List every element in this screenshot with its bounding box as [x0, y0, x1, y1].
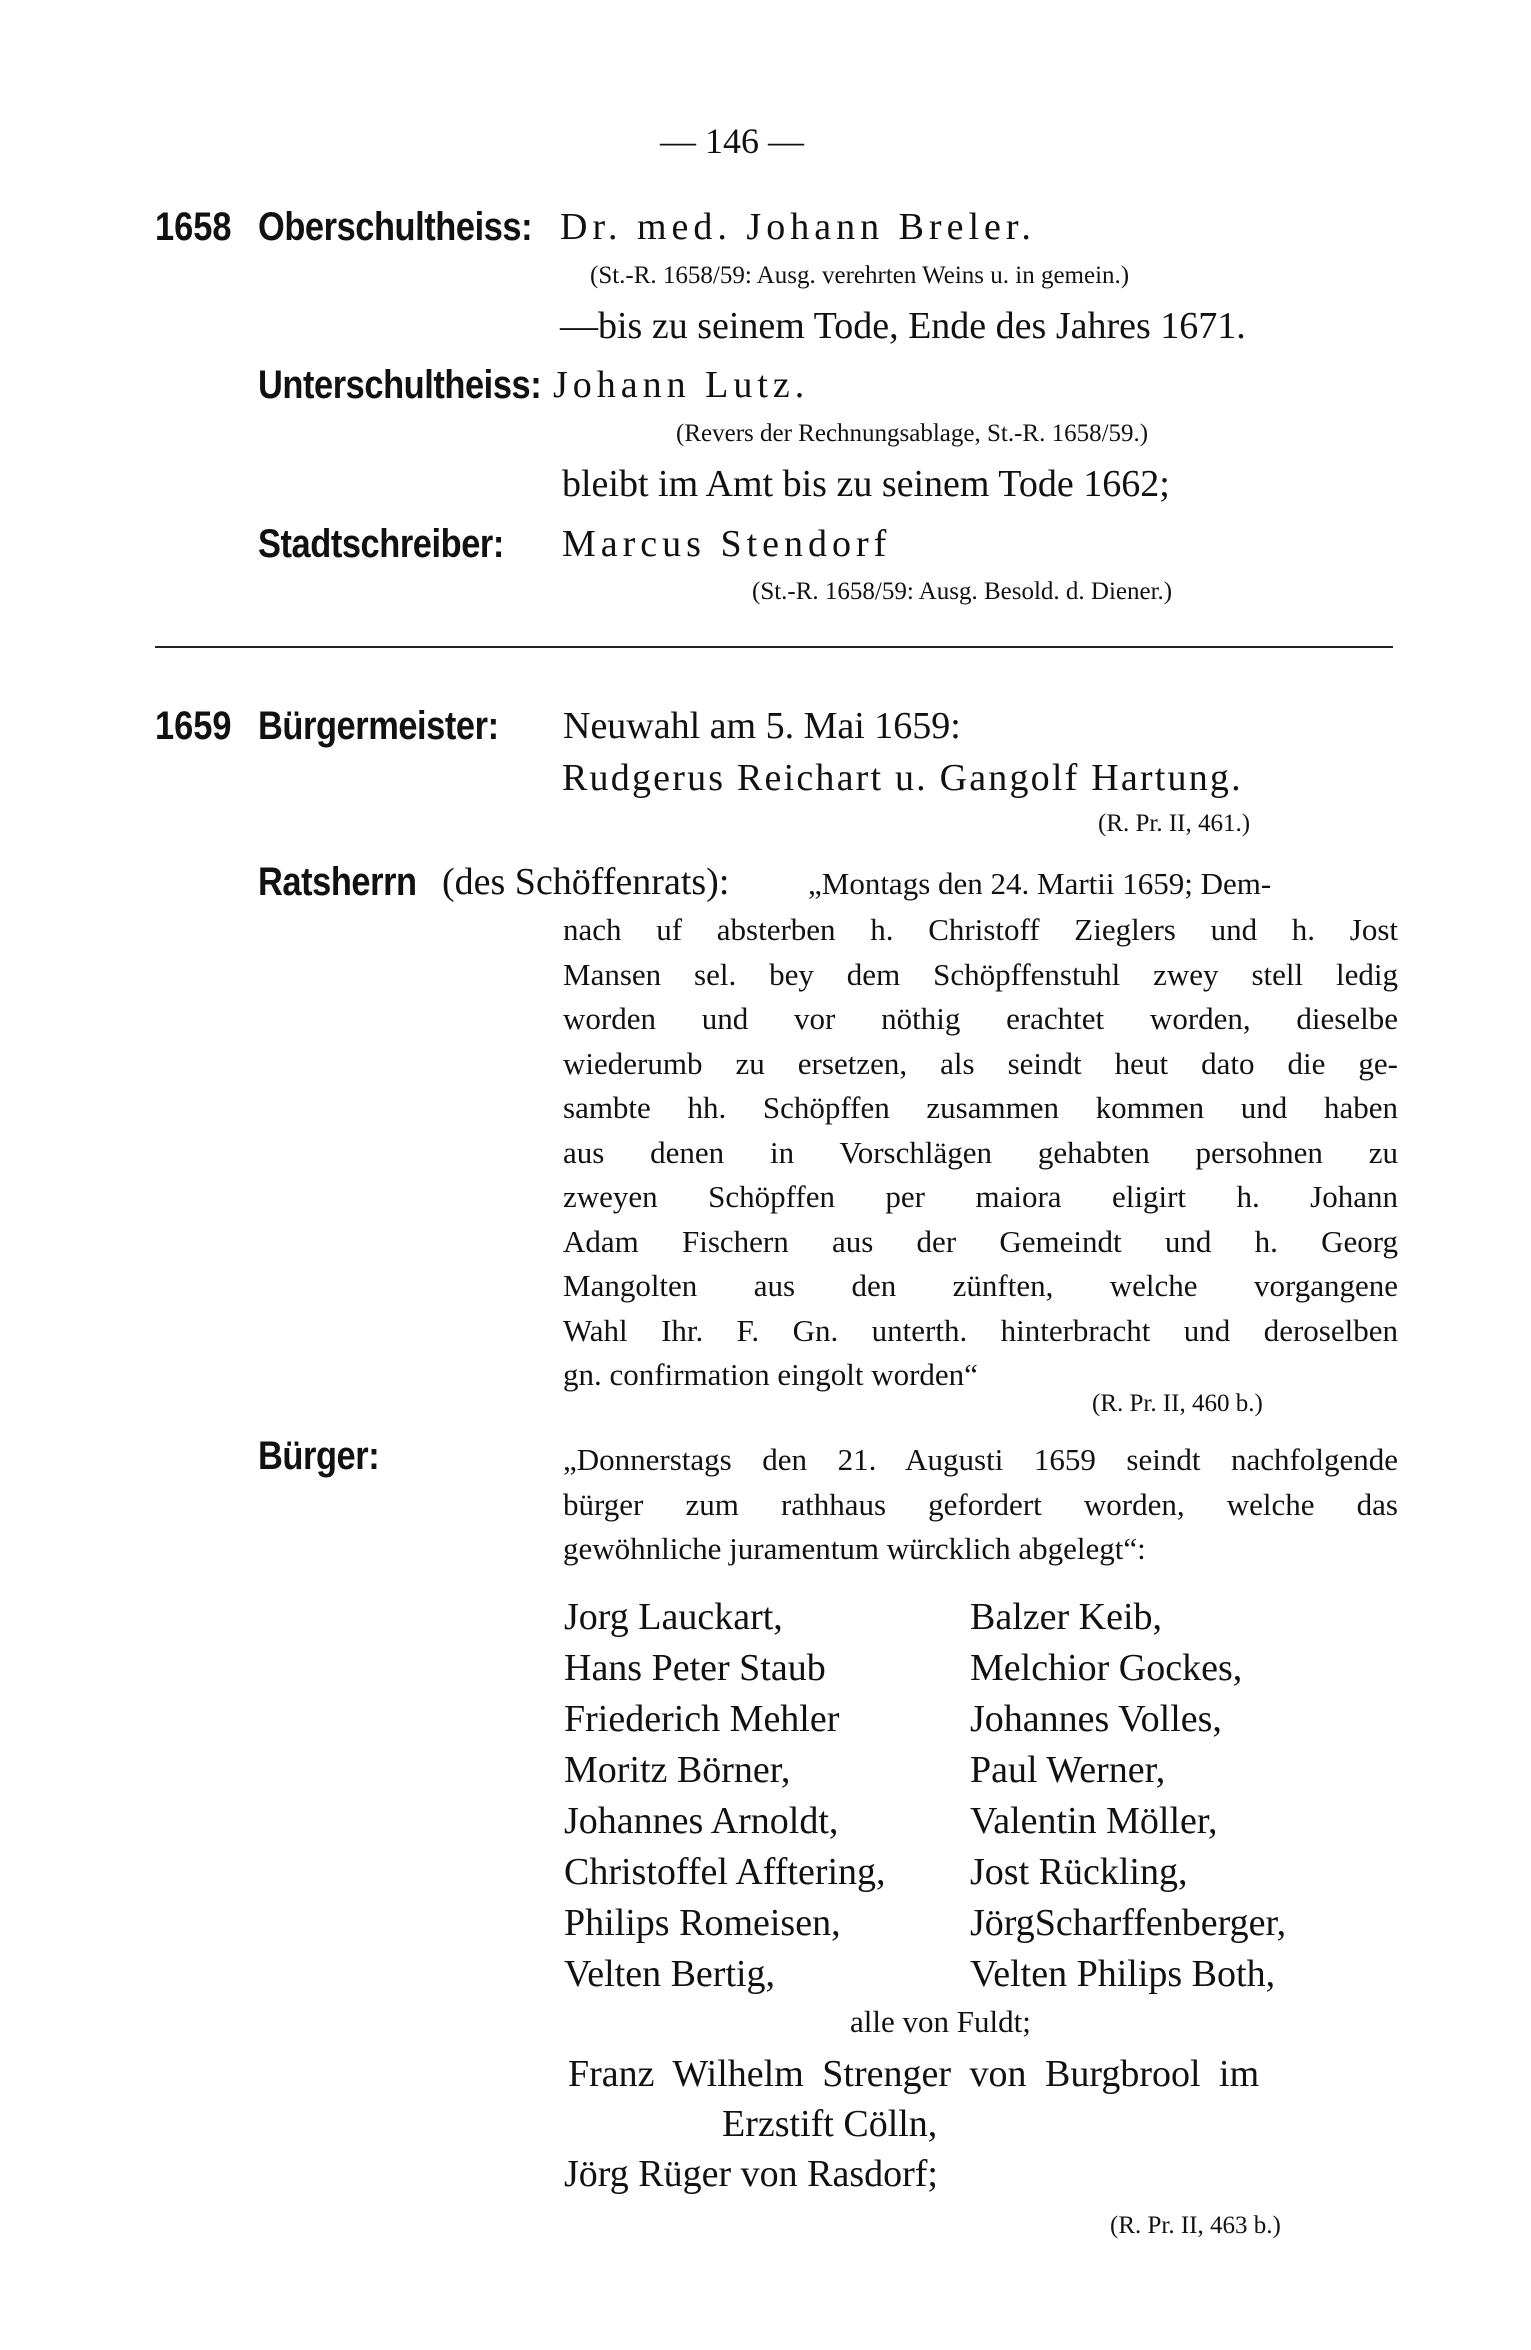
buergermeister-election: Neuwahl am 5. Mai 1659:	[563, 705, 961, 747]
joerg-rueger-line: Jörg Rüger von Rasdorf;	[564, 2153, 938, 2195]
stadtschreiber-name: Marcus Stendorf	[562, 523, 892, 565]
final-source: (R. Pr. II, 463 b.)	[1110, 2212, 1281, 2239]
ratsherrn-quote-first: „Montags den 24. Martii 1659; Dem-	[808, 866, 1272, 901]
citizen-name: Moritz Börner,	[564, 1749, 791, 1791]
citizen-name: Johannes Arnoldt,	[564, 1800, 839, 1842]
year-1658: 1658	[155, 205, 232, 249]
unterschultheiss-source: (Revers der Rechnungsablage, St.-R. 1658/59.)	[676, 420, 1149, 447]
unterschultheiss-name: Johann Lutz.	[553, 364, 810, 406]
quote-line: zweyen Schöpffen per maiora eligirt h. Johann	[563, 1179, 1398, 1214]
citizen-name: Johannes Volles,	[970, 1698, 1222, 1740]
ratsherrn-source: (R. Pr. II, 460 b.)	[1092, 1390, 1263, 1417]
section-divider	[155, 646, 1393, 648]
quote-line: nach uf absterben h. Christoff Zieglers und h. Jost	[563, 912, 1398, 947]
buergermeister-source: (R. Pr. II, 461.)	[1098, 810, 1251, 837]
quote-line: gewöhnliche juramentum würcklich abgelegt“:	[563, 1531, 1146, 1566]
ratsherrn-quote	[563, 908, 1398, 1398]
quote-line: bürger zum rathhaus gefordert worden, welche das	[563, 1486, 1398, 1522]
names-right-column	[970, 1592, 1286, 2000]
citizen-name: Philips Romeisen,	[564, 1902, 841, 1944]
page-number: — 146 —	[660, 121, 804, 161]
erzstift-line: Erzstift Cölln,	[722, 2103, 938, 2145]
quote-line: Mangolten aus den zünften, welche vorgangene	[563, 1268, 1398, 1303]
citizen-name: Friederich Mehler	[564, 1698, 840, 1740]
citizen-name: Hans Peter Staub	[564, 1647, 826, 1689]
oberschultheiss-source: (St.-R. 1658/59: Ausg. verehrten Weins u. in gemein.)	[590, 262, 1130, 289]
citizen-name: Paul Werner,	[970, 1749, 1166, 1791]
citizen-name: Jost Rückling,	[970, 1851, 1188, 1893]
ratsherrn-sub: (des Schöffenrats):	[442, 861, 730, 903]
ratsherrn-label: Ratsherrn	[258, 860, 417, 904]
quote-line: gn. confirmation eingolt worden“	[563, 1357, 978, 1392]
unterschultheiss-note: bleibt im Amt bis zu seinem Tode 1662;	[562, 463, 1170, 505]
citizen-name: Velten Philips Both,	[970, 1953, 1276, 1995]
alle-von-fuldt: alle von Fuldt;	[850, 2004, 1031, 2039]
buerger-quote	[563, 1438, 1398, 1572]
year-1659: 1659	[155, 704, 232, 748]
citizen-name: Valentin Möller,	[970, 1800, 1218, 1842]
oberschultheiss-name: Dr. med. Johann Breler.	[560, 206, 1036, 248]
citizen-name: JörgScharffenberger,	[970, 1902, 1287, 1944]
citizen-name: Jorg Lauckart,	[564, 1596, 783, 1638]
buergermeister-label: Bürgermeister:	[258, 704, 499, 748]
names-left-column	[564, 1592, 886, 2000]
quote-line: Wahl Ihr. F. Gn. unterth. hinterbracht und deroselben	[563, 1312, 1398, 1348]
oberschultheiss-note: —bis zu seinem Tode, Ende des Jahres 1671.	[560, 305, 1246, 347]
quote-line: „Donnerstags den 21. Augusti 1659 seindt nachfolgende	[563, 1442, 1398, 1477]
stadtschreiber-source: (St.-R. 1658/59: Ausg. Besold. d. Diener.)	[752, 578, 1173, 605]
citizen-name: Balzer Keib,	[970, 1596, 1163, 1638]
quote-line: Mansen sel. bey dem Schöpffenstuhl zwey stell ledig	[563, 956, 1398, 992]
citizen-name: Velten Bertig,	[564, 1953, 776, 1995]
quote-line: aus denen in Vorschlägen gehabten persohnen zu	[563, 1134, 1398, 1170]
buerger-label: Bürger:	[258, 1434, 380, 1478]
quote-line: worden und vor nöthig erachtet worden, dieselbe	[563, 1001, 1398, 1036]
quote-line: Adam Fischern aus der Gemeindt und h. Georg	[563, 1223, 1398, 1259]
buergermeister-names: Rudgerus Reichart u. Gangolf Hartung.	[562, 757, 1243, 799]
quote-line: sambte hh. Schöpffen zusammen kommen und haben	[563, 1090, 1398, 1125]
citizen-name: Christoffel Afftering,	[564, 1851, 886, 1893]
franz-line: Franz Wilhelm Strenger von Burgbrool im	[568, 2053, 1260, 2095]
unterschultheiss-label: Unterschultheiss:	[258, 363, 542, 407]
stadtschreiber-label: Stadtschreiber:	[258, 522, 504, 566]
quote-line: wiederumb zu ersetzen, als seindt heut dato die ge-	[563, 1045, 1398, 1081]
oberschultheiss-label: Oberschultheiss:	[258, 205, 533, 249]
citizen-name: Melchior Gockes,	[970, 1647, 1243, 1689]
